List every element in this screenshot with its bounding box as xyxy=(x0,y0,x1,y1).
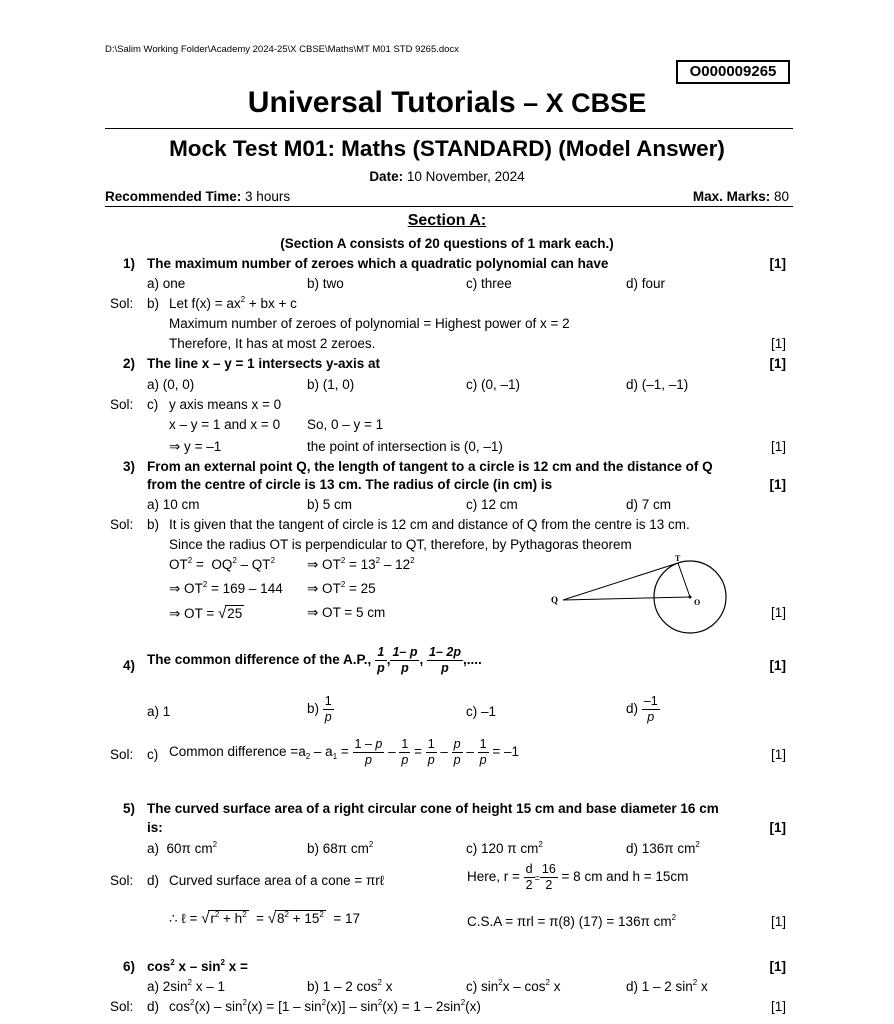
marks-label: Max. Marks: xyxy=(692,189,771,204)
fraction: $\frac{-1}{p}$ xyxy=(643,694,658,724)
question-number: 3) xyxy=(123,459,136,474)
solution-equation: ⇒ $OT^2 = 13^2 - 12^2$ xyxy=(307,556,415,572)
solution-line: y axis means x = 0 xyxy=(169,397,282,412)
fraction: $\frac{1 - p}{p}$ xyxy=(354,737,383,767)
solution-line: Since the radius OT is perpendicular to QT, therefore, by Pythagoras theorem xyxy=(169,537,632,552)
solution-equation: ⇒ OT = √25 xyxy=(169,605,243,622)
centre-point xyxy=(689,596,692,599)
solution-label: Sol: xyxy=(110,747,134,762)
fraction: $\frac{1}{p}$ xyxy=(401,737,409,767)
option: d) (–1, –1) xyxy=(626,377,689,392)
solution-label: Sol: xyxy=(110,873,134,888)
option-label: b) xyxy=(307,701,320,717)
option: d) 1 – 2 $\sin^2 x$ xyxy=(626,978,708,994)
solution-text: Here, r = xyxy=(467,869,520,885)
question-marks: [1] xyxy=(769,658,786,673)
option: d) 7 cm xyxy=(626,497,672,512)
solution-equation: $OT^2 = OQ^2 - QT^2$ xyxy=(169,556,276,572)
solution-choice: d) xyxy=(147,999,160,1014)
question-text: The line x – y = 1 intersects y-axis at xyxy=(147,356,380,371)
option: b) (1, 0) xyxy=(307,377,355,392)
solution-equation: ⇒ OT = 5 cm xyxy=(307,605,386,620)
solution-text: + bx + c xyxy=(245,296,297,311)
option: d) 136π $cm^2$ xyxy=(626,840,700,856)
question-number: 2) xyxy=(123,356,136,371)
radius-line xyxy=(678,563,690,597)
fraction: $\frac{d}{2}$ xyxy=(525,862,533,892)
max-marks xyxy=(693,189,789,204)
fraction: $\frac{1}{p}$ xyxy=(427,737,435,767)
question-marks: [1] xyxy=(769,820,786,835)
fraction: $\frac{1- p}{p}$ xyxy=(392,645,418,675)
option xyxy=(307,694,334,725)
label-t: T xyxy=(675,555,681,563)
fraction: $\frac{1}{p}$ xyxy=(324,694,332,724)
solution-line: ⇒ y = –1 xyxy=(169,439,222,454)
question-marks: [1] xyxy=(769,356,786,371)
option: c) 120 π $cm^2$ xyxy=(466,840,543,856)
test-title: Mock Test M01: Maths (STANDARD) (Model Answer) xyxy=(169,136,725,161)
brand-name: Universal Tutorials xyxy=(247,86,516,119)
time-value: 3 hours xyxy=(241,189,291,204)
solution-label: Sol: xyxy=(110,999,134,1014)
fraction: $\frac{1}{p}$ xyxy=(479,737,487,767)
solution-choice: d) xyxy=(147,873,160,888)
option: a) 60π $cm^2$ xyxy=(147,840,218,856)
date-label: Date: xyxy=(369,169,404,184)
solution-equation: Common difference $=a_2 - a_1$ = $\frac{1 - p}{p}$ – $\frac{1}{p}$ = $\frac{1}{p}$ – $\frac{p}{p}$ – $\frac{1}{p}$ = –1 xyxy=(169,737,519,767)
question-marks: [1] xyxy=(769,959,786,974)
brand-title xyxy=(0,86,894,120)
solution-equation: $\cos^2(x) - \sin^2(x) = [1 - \sin^2(x)] - \sin^2(x) = 1 - 2\sin^2(x)$ xyxy=(169,998,481,1014)
solution-equation: ⇒ $OT^2 = 25$ xyxy=(307,580,376,596)
test-date xyxy=(0,169,894,184)
question-text: The curved surface area of a right circular cone of height 15 cm and base diameter 16 cm xyxy=(147,801,719,816)
solution-label: Sol: xyxy=(110,517,134,532)
solution-marks: [1] xyxy=(770,336,786,351)
solution-line: It is given that the tangent of circle is 12 cm and distance of Q from the centre is 13 cm. xyxy=(169,517,690,532)
label-o: O xyxy=(694,598,701,607)
option: a) 10 cm xyxy=(147,497,200,512)
fraction: $\frac{p}{p}$ xyxy=(453,737,461,767)
solution-choice: b) xyxy=(147,296,160,311)
solution-label: Sol: xyxy=(110,296,134,311)
solution-equation: ∴ ℓ = $√r^2 + h^2 = √8^2 + 15^2 = 17$ xyxy=(169,910,360,927)
question-marks: [1] xyxy=(769,256,786,271)
option: b) 5 cm xyxy=(307,497,353,512)
solution-equation: ⇒ $OT^2 = 169 - 144$ xyxy=(169,580,283,596)
solution-line: So, 0 – y = 1 xyxy=(307,417,384,432)
section-title: Section A: xyxy=(407,212,487,229)
brand-suffix: – X CBSE xyxy=(515,88,647,118)
fraction: $\frac{16}{2}$ xyxy=(541,862,556,892)
question-text: From an external point Q, the length of tangent to a circle is 12 cm and the distance of Q xyxy=(147,459,713,474)
question-marks: [1] xyxy=(769,477,786,492)
question-text: is: xyxy=(147,820,163,835)
question-text: The maximum number of zeroes which a quadratic polynomial can have xyxy=(147,256,609,271)
question-number: 5) xyxy=(123,801,136,816)
tangent-figure xyxy=(545,555,745,640)
label-q: Q xyxy=(551,595,559,605)
solution-line: the point of intersection is (0, –1) xyxy=(307,439,503,454)
solution-text: C.S.A = πrl = π(8) (17) = 136π cm xyxy=(467,914,672,929)
solution-marks: [1] xyxy=(770,747,786,762)
solution-choice: c) xyxy=(147,397,159,412)
secant-line xyxy=(563,597,690,600)
option: d) four xyxy=(626,276,666,291)
date-value: 10 November, 2024 xyxy=(403,169,525,184)
question-text: from the centre of circle is 13 cm. The radius of circle (in cm) is xyxy=(147,477,553,492)
divider xyxy=(105,206,793,207)
question-number: 4) xyxy=(123,658,136,673)
solution-text: Common difference =a xyxy=(169,744,306,760)
solution-marks: [1] xyxy=(770,999,786,1014)
section-note: (Section A consists of 20 questions of 1 mark each.) xyxy=(280,236,614,251)
solution-equation: C.S.A = πrl = π(8) (17) = 136π $cm^2$ xyxy=(467,913,677,929)
option: c) –1 xyxy=(466,704,497,719)
divider xyxy=(105,128,793,129)
solution-line: x – y = 1 and x = 0 xyxy=(169,417,281,432)
option: a) one xyxy=(147,276,186,291)
option: a) (0, 0) xyxy=(147,377,195,392)
option-label: d) xyxy=(626,701,639,717)
solution-label: Sol: xyxy=(110,397,134,412)
solution-choice: b) xyxy=(147,517,160,532)
solution-line: Curved surface area of a cone = πrℓ xyxy=(169,873,385,888)
question-text: The common difference of the A.P., $\frac{1}{p}$ , $\frac{1- p}{p}$ , $\frac{1- 2p}{p}$ ,.... xyxy=(147,645,482,675)
marks-value: 80 xyxy=(770,189,789,204)
document-code: O000009265 xyxy=(676,60,790,84)
option: b) 1 – 2 $\cos^2 x$ xyxy=(307,978,393,994)
solution-marks: [1] xyxy=(770,439,786,454)
solution-equation: Here, r = $\frac{d}{2}$ = $\frac{16}{2}$ = 8 cm and h = 15cm xyxy=(467,862,689,892)
solution-line: Maximum number of zeroes of polynomial = Highest power of x = 2 xyxy=(169,316,570,331)
time-label: Recommended Time: xyxy=(105,189,242,204)
solution-text: Let f(x) = ax xyxy=(169,296,241,311)
option: c) 12 cm xyxy=(466,497,518,512)
question-number: 1) xyxy=(123,256,136,271)
option: c) three xyxy=(466,276,512,291)
solution-marks: [1] xyxy=(770,914,786,929)
solution-choice: c) xyxy=(147,747,159,762)
solution-text: = 8 cm and h = 15cm xyxy=(557,869,689,885)
question-text: $\cos^2 x - \sin^2 x$ = xyxy=(147,958,248,974)
option: a) $2\sin^2$ x – 1 xyxy=(147,978,226,994)
option: b) two xyxy=(307,276,344,291)
fraction: $\frac{1}{p}$ xyxy=(377,645,385,675)
solution-line: Therefore, It has at most 2 zeroes. xyxy=(169,336,376,351)
solution-marks: [1] xyxy=(770,605,786,620)
option: a) 1 xyxy=(147,704,171,719)
fraction: $\frac{1- 2p}{p}$ xyxy=(429,645,461,675)
option: c) $\sin^2x - \cos^2 x$ xyxy=(466,978,561,994)
question-text-label: The common difference of the A.P., xyxy=(147,652,372,668)
question-number: 6) xyxy=(123,959,136,974)
option: c) (0, –1) xyxy=(466,377,521,392)
solution-line: Let $f(x) = ax^2$ + bx + c xyxy=(169,295,297,311)
recommended-time xyxy=(105,189,290,204)
tangent-line xyxy=(563,563,678,600)
option xyxy=(626,694,660,725)
file-path: D:\Salim Working Folder\Academy 2024-25\X CBSE\Maths\MT M01 STD 9265.docx xyxy=(105,44,459,55)
option: b) 68π $cm^2$ xyxy=(307,840,374,856)
